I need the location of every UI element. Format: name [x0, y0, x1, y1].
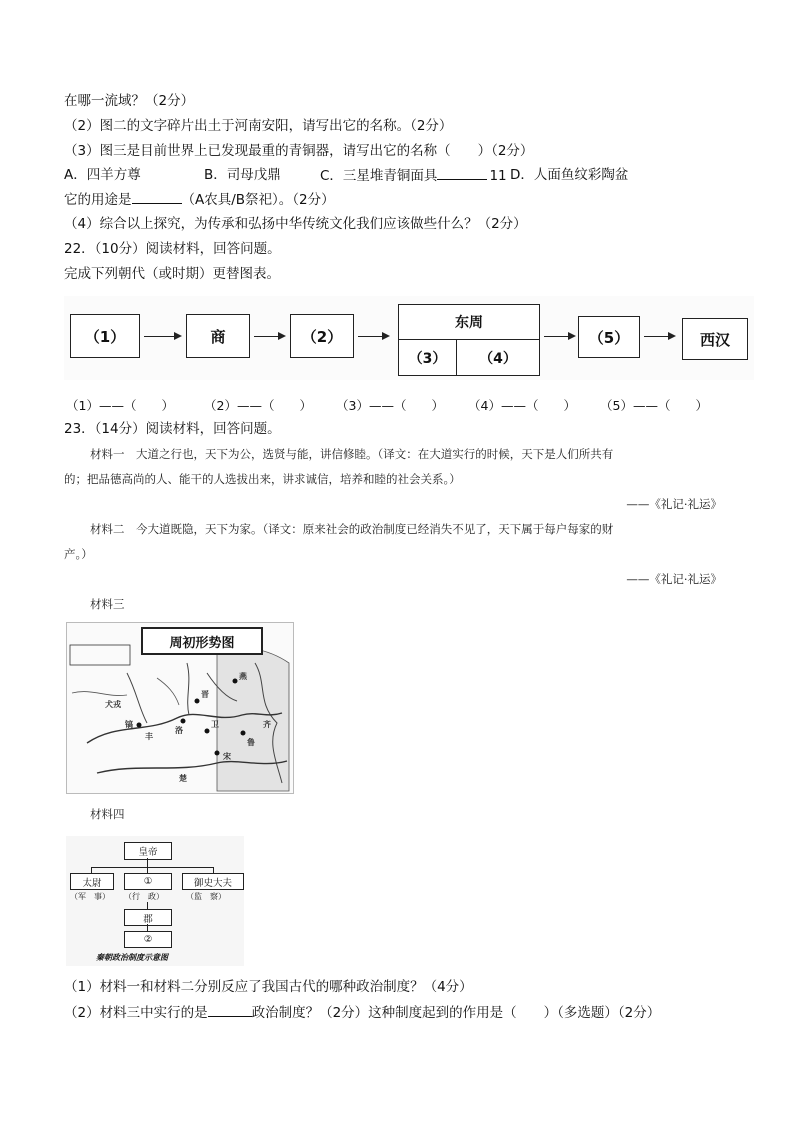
timeline-arrow [144, 336, 180, 337]
option-a: A．四羊方尊 [64, 167, 141, 183]
option-c-note: 11 [489, 168, 507, 184]
answer-2: （2）——（ ） [204, 398, 312, 413]
timeline-box-2: （2） [290, 314, 354, 358]
timeline-arrow [644, 336, 674, 337]
org-emperor: 皇帝 [124, 842, 172, 860]
dynasty-timeline [64, 296, 754, 380]
map-label: 丰 [145, 732, 153, 741]
timeline-box-shang: 商 [186, 314, 250, 358]
qin-political-chart [66, 836, 244, 966]
org-caption: 秦朝政治制度示意图 [96, 953, 168, 962]
q21-sub2: （2）图二的文字碎片出土于河南安阳，请写出它的名称。（2分） [64, 118, 453, 134]
map-label: 镐 [125, 720, 133, 729]
option-c: C．三星堆青铜面具 11 [320, 168, 507, 184]
org-yushi-dafu: 御史大夫 [182, 873, 244, 890]
answer-1: （1）——（ ） [66, 398, 174, 413]
timeline-arrow [254, 336, 284, 337]
material-1-line1: 材料一 大道之行也，天下为公，选贤与能，讲信修睦。（译文：在大道实行的时候，天下是人们所共有 [90, 447, 614, 461]
q21-sub3: （3）图三是目前世界上已发现最重的青铜器，请写出它的名称（ ）（2分） [64, 143, 534, 159]
timeline-arrow [544, 336, 574, 337]
org-box-2: ② [124, 931, 172, 948]
timeline-box-4: （4） [479, 350, 517, 367]
timeline-arrow [358, 336, 388, 337]
timeline-box-western-han: 西汉 [682, 318, 748, 360]
timeline-box-5: （5） [578, 316, 640, 358]
map-label: 晋 [201, 690, 209, 699]
map-label: 犬戎 [105, 700, 121, 709]
q21-sub4: （4）综合以上探究，为传承和弘扬中华传统文化我们应该做些什么？（2分） [64, 216, 527, 232]
org-connector [147, 924, 148, 931]
map-title: 周初形势图 [141, 627, 263, 655]
q22-instruction: 完成下列朝代（或时期）更替图表。 [64, 266, 280, 282]
material-2-line2: 产。） [64, 547, 93, 561]
early-zhou-map [66, 622, 294, 794]
org-box-1-role: （行 政） [124, 892, 164, 901]
option-b: B．司母戊鼎 [204, 167, 281, 183]
org-taiwei: 太尉 [70, 873, 114, 890]
system-blank [208, 1003, 252, 1017]
map-label: 鲁 [247, 738, 255, 747]
q22-header: 22．（10分）阅读材料，回答问题。 [64, 241, 281, 257]
org-taiwei-role: （军 事） [70, 892, 110, 901]
map-label: 燕 [239, 672, 247, 681]
material-2-source: ——《礼记·礼运》 [626, 572, 722, 586]
usage-blank [132, 190, 182, 204]
timeline-box-1: （1） [70, 314, 140, 358]
map-label: 宋 [223, 752, 231, 761]
eastern-zhou-title: 东周 [399, 305, 539, 340]
org-box-1: ① [124, 873, 172, 890]
q21-usage-line: 它的用途是 （A农具/B祭祀）。（2分） [64, 192, 335, 208]
material-2-line1: 材料二 今大道既隐，天下为家。（译文：原来社会的政治制度已经消失不见了，天下属于每户每家的财 [90, 522, 614, 536]
org-jun: 郡 [124, 909, 172, 926]
map-label: 楚 [179, 774, 187, 783]
option-d: D．人面鱼纹彩陶盆 [510, 167, 629, 183]
org-yushi-role: （监 察） [186, 892, 226, 901]
map-label: 齐 [263, 720, 271, 729]
answer-5: （5）——（ ） [600, 398, 708, 413]
timeline-box-eastern-zhou [398, 304, 540, 376]
q23-sub2: （2）材料三中实行的是 政治制度？（2分）这种制度起到的作用是（ ）（多选题）（2分） [64, 1005, 661, 1021]
q21-options [64, 166, 704, 184]
material-1-line2: 的；把品德高尚的人、能干的人选拔出来，讲求诚信，培养和睦的社会关系。） [64, 472, 461, 486]
q23-header: 23．（14分）阅读材料，回答问题。 [64, 421, 281, 437]
timeline-box-3: （3） [399, 340, 457, 375]
map-label: 洛 [175, 726, 183, 735]
org-connector [147, 902, 148, 909]
material-1-source: ——《礼记·礼运》 [626, 497, 722, 511]
q23-sub1: （1）材料一和材料二分别反应了我国古代的哪种政治制度？（4分） [64, 979, 473, 995]
map-label: 卫 [211, 720, 219, 729]
answer-4: （4）——（ ） [468, 398, 576, 413]
org-connector [91, 867, 213, 868]
material-3-label: 材料三 [90, 597, 125, 611]
q21-line-basin: 在哪一流域？（2分） [64, 93, 195, 109]
material-4-label: 材料四 [90, 807, 125, 821]
answer-3: （3）——（ ） [336, 398, 444, 413]
